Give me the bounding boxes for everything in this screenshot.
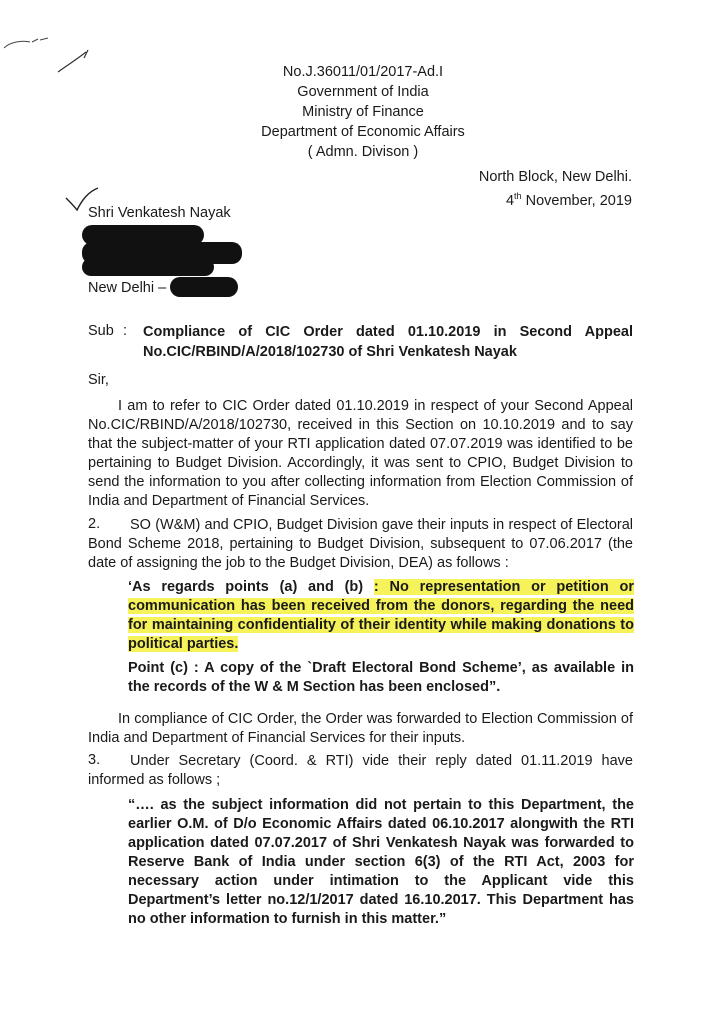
redaction-block-4 — [170, 277, 238, 297]
addressee-name: Shri Venkatesh Nayak — [88, 205, 231, 221]
subject-colon: : — [123, 323, 128, 339]
paragraph-2: SO (W&M) and CPIO, Budget Division gave their inputs in respect of Electoral Bond Scheme 2018, pertaining to Budget Division, subsequent to 07.06.2017 (the date of assigning the job to the Budget Division, DEA) as follows : — [88, 517, 633, 571]
date-line — [479, 187, 632, 211]
division-line: ( Admn. Divison ) — [307, 144, 419, 160]
date-day: 4 — [505, 192, 515, 209]
date-suffix: th — [514, 191, 522, 201]
file-number: No.J.36011/01/2017-Ad.I — [282, 64, 444, 80]
paragraph-2-number: 2. — [88, 516, 101, 532]
addressee-city: New Delhi – — [88, 280, 167, 296]
department-line: Department of Economic Affairs — [261, 124, 465, 140]
government-line: Government of India — [297, 84, 429, 100]
subject-text: Compliance of CIC Order dated 01.10.2019 in Second Appeal No.CIC/RBIND/A/2018/102730 of Shri Venkatesh Nayak — [143, 324, 633, 360]
paragraph-1: I am to refer to CIC Order dated 01.10.2019 in respect of your Second Appeal No.CIC/RBIND/A/2018/102730, received in this Section on 10.10.2019 and to say that the subject-matter of your RTI application dated 07.07.2019 was identified to be pertaining to Budget Division. Accordingly, it was sent to CPIO, Budget Division to send the information to you after collecting information from Election Commission of India and Department of Financial Services. — [88, 398, 633, 509]
place-date-block — [479, 168, 632, 211]
quote-under-secretary: “…. as the subject information did not pertain to this Department, the earlier O.M. of D/o Economic Affairs dated 06.10.2017 alongwith the RTI application dated 07.07.2017 of Shri Venkatesh Nayak was forwarded to Reserve Bank of India under section 6(3) of the RTI Act, 2003 for necessary action under intimation to the Applicant vide this Department’s letter no.12/1/2017 dated 16.10.2017. This Department has no other information to furnish in this matter.” — [128, 797, 634, 927]
redaction-block-3 — [82, 258, 214, 276]
paragraph-3: Under Secretary (Coord. & RTI) vide their reply dated 01.11.2019 have informed as follows ; — [88, 753, 633, 788]
letter-header — [238, 62, 488, 162]
quote-points-a-b — [128, 578, 634, 654]
subject-label: Sub — [88, 323, 114, 339]
place-line: North Block, New Delhi. — [478, 169, 632, 185]
quote-point-c: Point (c) : A copy of the `Draft Electoral Bond Scheme’, as available in the records of the W & M Section has been enclosed”. — [128, 660, 634, 695]
paragraph-2-compliance: In compliance of CIC Order, the Order was forwarded to Election Commission of India and Department of Financial Services for their inputs. — [88, 711, 633, 746]
quote-a-lead: ‘As regards points (a) and (b) — [128, 579, 364, 595]
ministry-line: Ministry of Finance — [302, 104, 424, 120]
quote-a-highlight: : No representation or petition or communication has been received from the donors, regarding the need for maintaining confidentiality of their identity while making donations to political parties. — [128, 579, 634, 652]
salutation: Sir, — [88, 372, 109, 388]
paragraph-3-number: 3. — [88, 752, 101, 768]
handwritten-mark-top-left — [0, 30, 110, 90]
date-rest: November, 2019 — [521, 192, 632, 209]
